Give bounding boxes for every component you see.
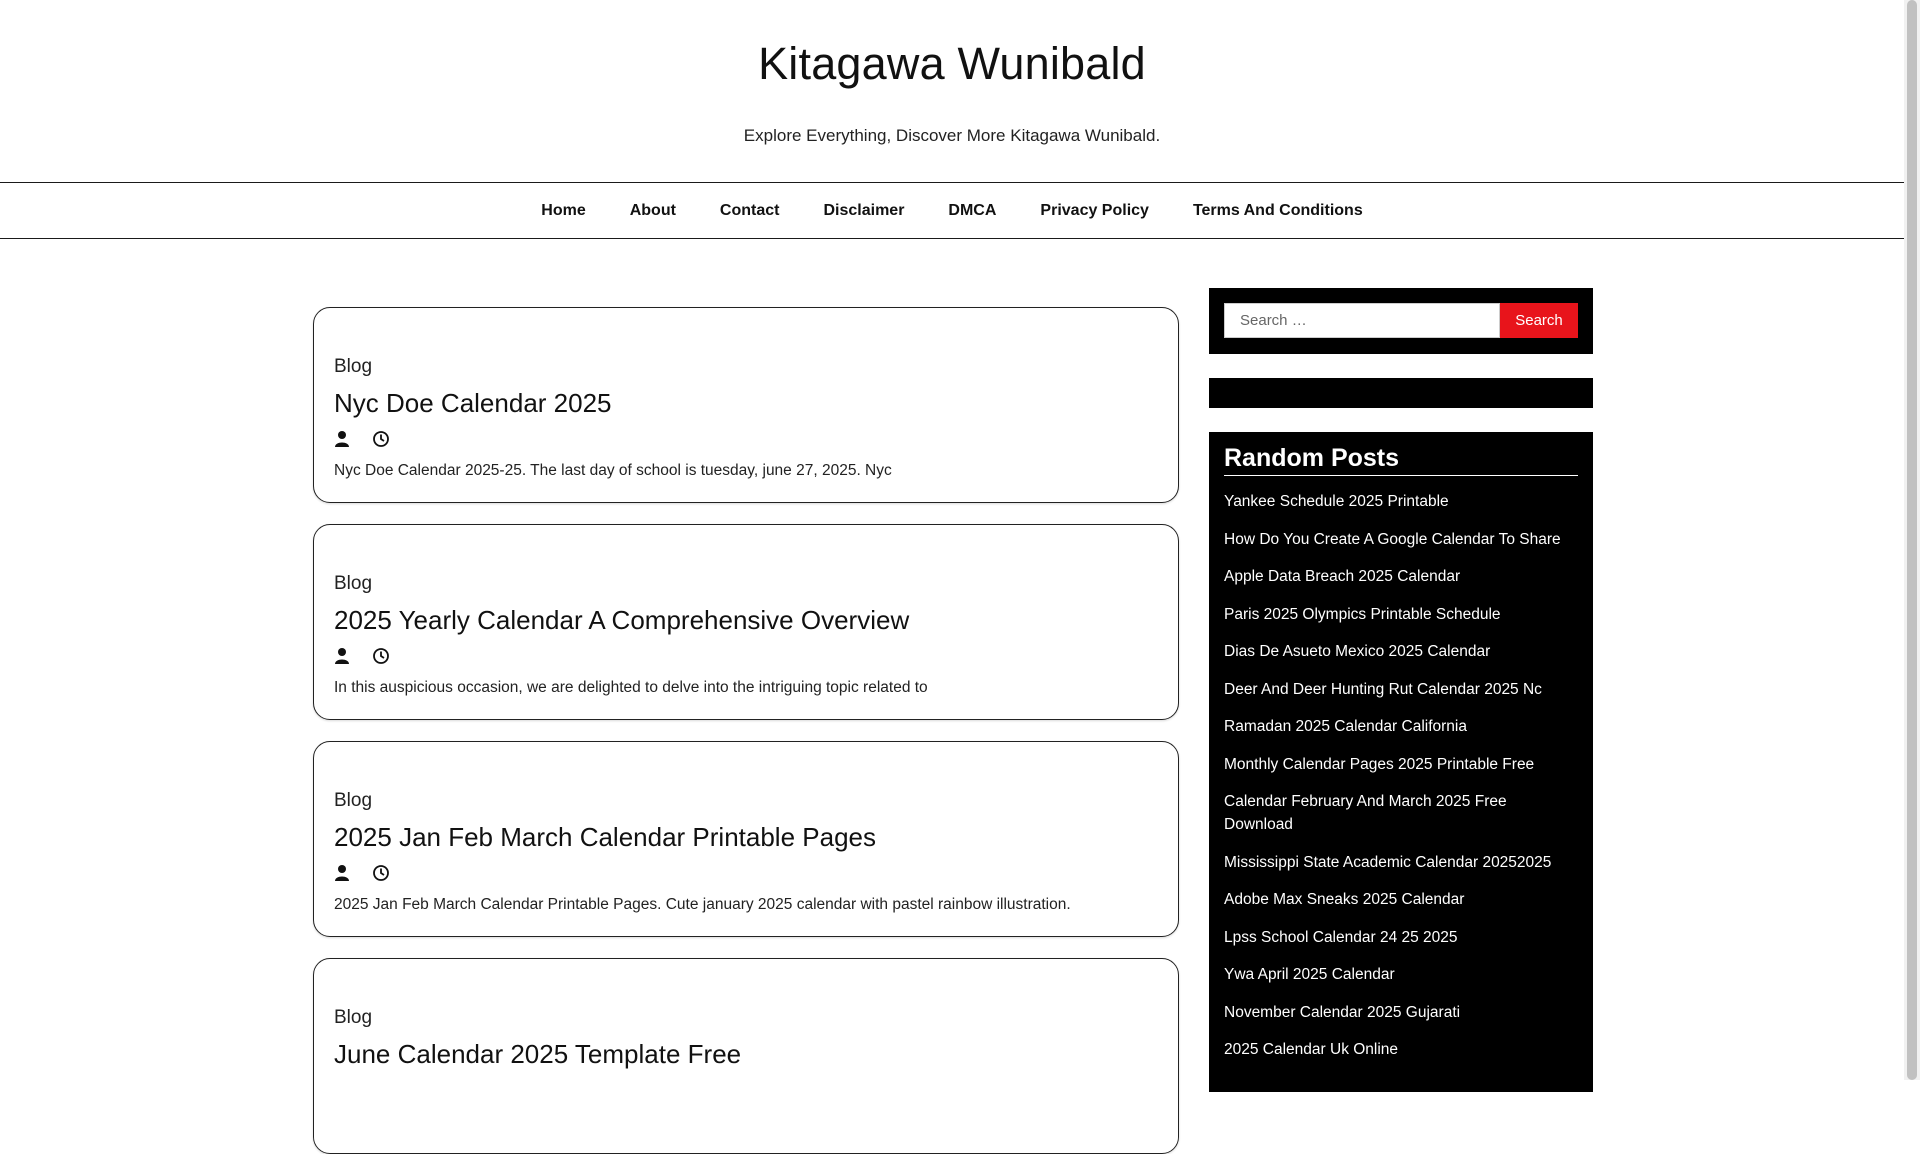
user-icon[interactable] <box>334 647 354 665</box>
post-title[interactable]: 2025 Yearly Calendar A Comprehensive Overview <box>334 605 910 635</box>
random-posts-widget <box>1209 432 1593 1092</box>
empty-widget <box>1209 378 1593 408</box>
search-button[interactable]: Search <box>1500 303 1578 338</box>
post-card <box>313 307 1179 503</box>
nav-item-contact[interactable]: Contact <box>719 201 780 219</box>
random-post-link[interactable]: Monthly Calendar Pages 2025 Printable Free <box>1224 755 1535 773</box>
site-tagline: Explore Everything, Discover More Kitagawa Wunibald. <box>743 126 1161 145</box>
random-post-link[interactable]: Dias De Asueto Mexico 2025 Calendar <box>1224 643 1491 660</box>
random-posts-title: Random Posts <box>1224 444 1578 476</box>
site-header <box>0 0 1904 182</box>
random-post-link[interactable]: Ramadan 2025 Calendar California <box>1224 718 1467 735</box>
random-post-link[interactable]: Mississippi State Academic Calendar 20252025 <box>1224 853 1552 871</box>
random-post-link[interactable]: Ywa April 2025 Calendar <box>1224 966 1395 983</box>
random-post-link[interactable]: Lpss School Calendar 24 25 2025 <box>1224 928 1458 946</box>
random-post-link[interactable]: How Do You Create A Google Calendar To Share <box>1224 530 1561 548</box>
random-post-link[interactable]: Adobe Max Sneaks 2025 Calendar <box>1224 891 1465 908</box>
nav-item-disclaimer[interactable]: Disclaimer <box>823 201 905 219</box>
post-excerpt: 2025 Jan Feb March Calendar Printable Pages. Cute january 2025 calendar with pastel rainbow illustration. <box>334 896 1071 913</box>
random-post-link[interactable]: Apple Data Breach 2025 Calendar <box>1224 568 1461 585</box>
post-title[interactable]: Nyc Doe Calendar 2025 <box>334 388 612 418</box>
post-title[interactable]: June Calendar 2025 Template Free <box>334 1039 742 1069</box>
post-meta <box>334 430 392 448</box>
nav-item-about[interactable]: About <box>629 201 676 219</box>
scrollbar-thumb[interactable] <box>1907 0 1917 1080</box>
random-post-link[interactable]: 2025 Calendar Uk Online <box>1224 1041 1399 1058</box>
search-widget <box>1209 288 1593 354</box>
random-post-link[interactable]: Deer And Deer Hunting Rut Calendar 2025 Nc <box>1224 680 1542 698</box>
nav-item-terms[interactable]: Terms And Conditions <box>1192 201 1363 219</box>
random-post-link[interactable]: Calendar February And March 2025 Free Download <box>1224 793 1507 833</box>
user-icon[interactable] <box>334 864 354 882</box>
random-posts-list <box>1224 490 1578 1076</box>
nav-item-home[interactable]: Home <box>541 201 586 219</box>
post-excerpt: In this auspicious occasion, we are delighted to delve into the intriguing topic related to <box>334 679 928 696</box>
post-meta <box>334 864 392 882</box>
search-input[interactable] <box>1224 303 1500 338</box>
post-card <box>313 958 1179 1154</box>
post-category[interactable]: Blog <box>334 356 373 377</box>
post-title[interactable]: 2025 Jan Feb March Calendar Printable Pages <box>334 822 876 852</box>
post-category[interactable]: Blog <box>334 573 373 594</box>
nav-item-privacy-policy[interactable]: Privacy Policy <box>1040 201 1149 219</box>
random-post-link[interactable]: Yankee Schedule 2025 Printable <box>1224 493 1449 510</box>
post-card <box>313 524 1179 720</box>
clock-icon[interactable] <box>372 864 392 882</box>
post-category[interactable]: Blog <box>334 790 373 811</box>
site-title[interactable]: Kitagawa Wunibald <box>758 38 1146 89</box>
random-post-link[interactable]: November Calendar 2025 Gujarati <box>1224 1003 1461 1021</box>
post-excerpt: Nyc Doe Calendar 2025-25. The last day of school is tuesday, june 27, 2025. Nyc <box>334 462 892 479</box>
page-scrollbar[interactable] <box>1904 0 1920 1080</box>
random-post-link[interactable]: Paris 2025 Olympics Printable Schedule <box>1224 605 1501 623</box>
user-icon[interactable] <box>334 430 354 448</box>
post-category[interactable]: Blog <box>334 1007 373 1028</box>
post-meta <box>334 647 392 665</box>
nav-item-dmca[interactable]: DMCA <box>948 201 997 219</box>
clock-icon[interactable] <box>372 647 392 665</box>
main-navigation <box>0 182 1904 239</box>
post-card <box>313 741 1179 937</box>
clock-icon[interactable] <box>372 430 392 448</box>
